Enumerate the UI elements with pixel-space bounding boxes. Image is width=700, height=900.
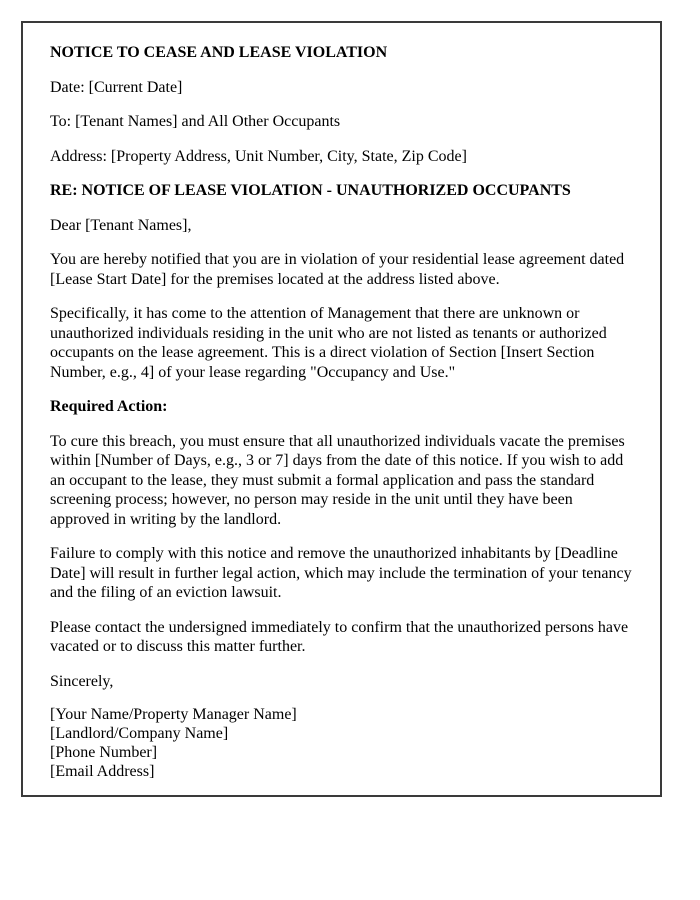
- body-paragraph: Specifically, it has come to the attention of Management that there are unknown or unauthorized individuals residing in the unit who are not listed as tenants or authorized occupants on the lease agreement. This is a direct violation of Section [Insert Section Number, e.g., 4] of your lease regarding "Occupancy and Use.": [50, 305, 607, 381]
- date-line: Date: [Current Date]: [50, 78, 183, 96]
- letter-document: [21, 21, 662, 797]
- signature-line: [Email Address]: [50, 762, 155, 780]
- signature-block: [50, 706, 633, 781]
- signature-line: [Your Name/Property Manager Name]: [50, 706, 297, 724]
- body-paragraph: To cure this breach, you must ensure that all unauthorized individuals vacate the premises within [Number of Days, e.g., 3 or 7] days from the date of this notice. If you wish to add an occupant to the lease, they must submit a formal application and pass the standard screening process; however, no person may reside in the unit until they have been approved in writing by the landlord.: [50, 432, 625, 528]
- letter-title: NOTICE TO CEASE AND LEASE VIOLATION: [50, 44, 388, 61]
- closing: Sincerely,: [50, 672, 114, 690]
- body-paragraph: You are hereby notified that you are in violation of your residential lease agreement dated [Lease Start Date] for the premises located at the address listed above.: [50, 251, 625, 288]
- body-paragraph: Failure to comply with this notice and remove the unauthorized inhabitants by [Deadline Date] will result in further legal action, which may include the termination of your tenancy and the filing of an eviction lawsuit.: [50, 545, 632, 602]
- salutation: Dear [Tenant Names],: [50, 216, 192, 234]
- required-action-heading: Required Action:: [50, 398, 168, 416]
- body-paragraph: Please contact the undersigned immediately to confirm that the unauthorized persons have vacated or to discuss this matter further.: [50, 618, 629, 656]
- to-line: To: [Tenant Names] and All Other Occupants: [50, 113, 341, 131]
- subject-line: RE: NOTICE OF LEASE VIOLATION - UNAUTHORIZED OCCUPANTS: [50, 182, 571, 200]
- signature-line: [Landlord/Company Name]: [50, 725, 229, 743]
- address-line: Address: [Property Address, Unit Number, City, State, Zip Code]: [50, 147, 467, 165]
- signature-line: [Phone Number]: [50, 743, 158, 761]
